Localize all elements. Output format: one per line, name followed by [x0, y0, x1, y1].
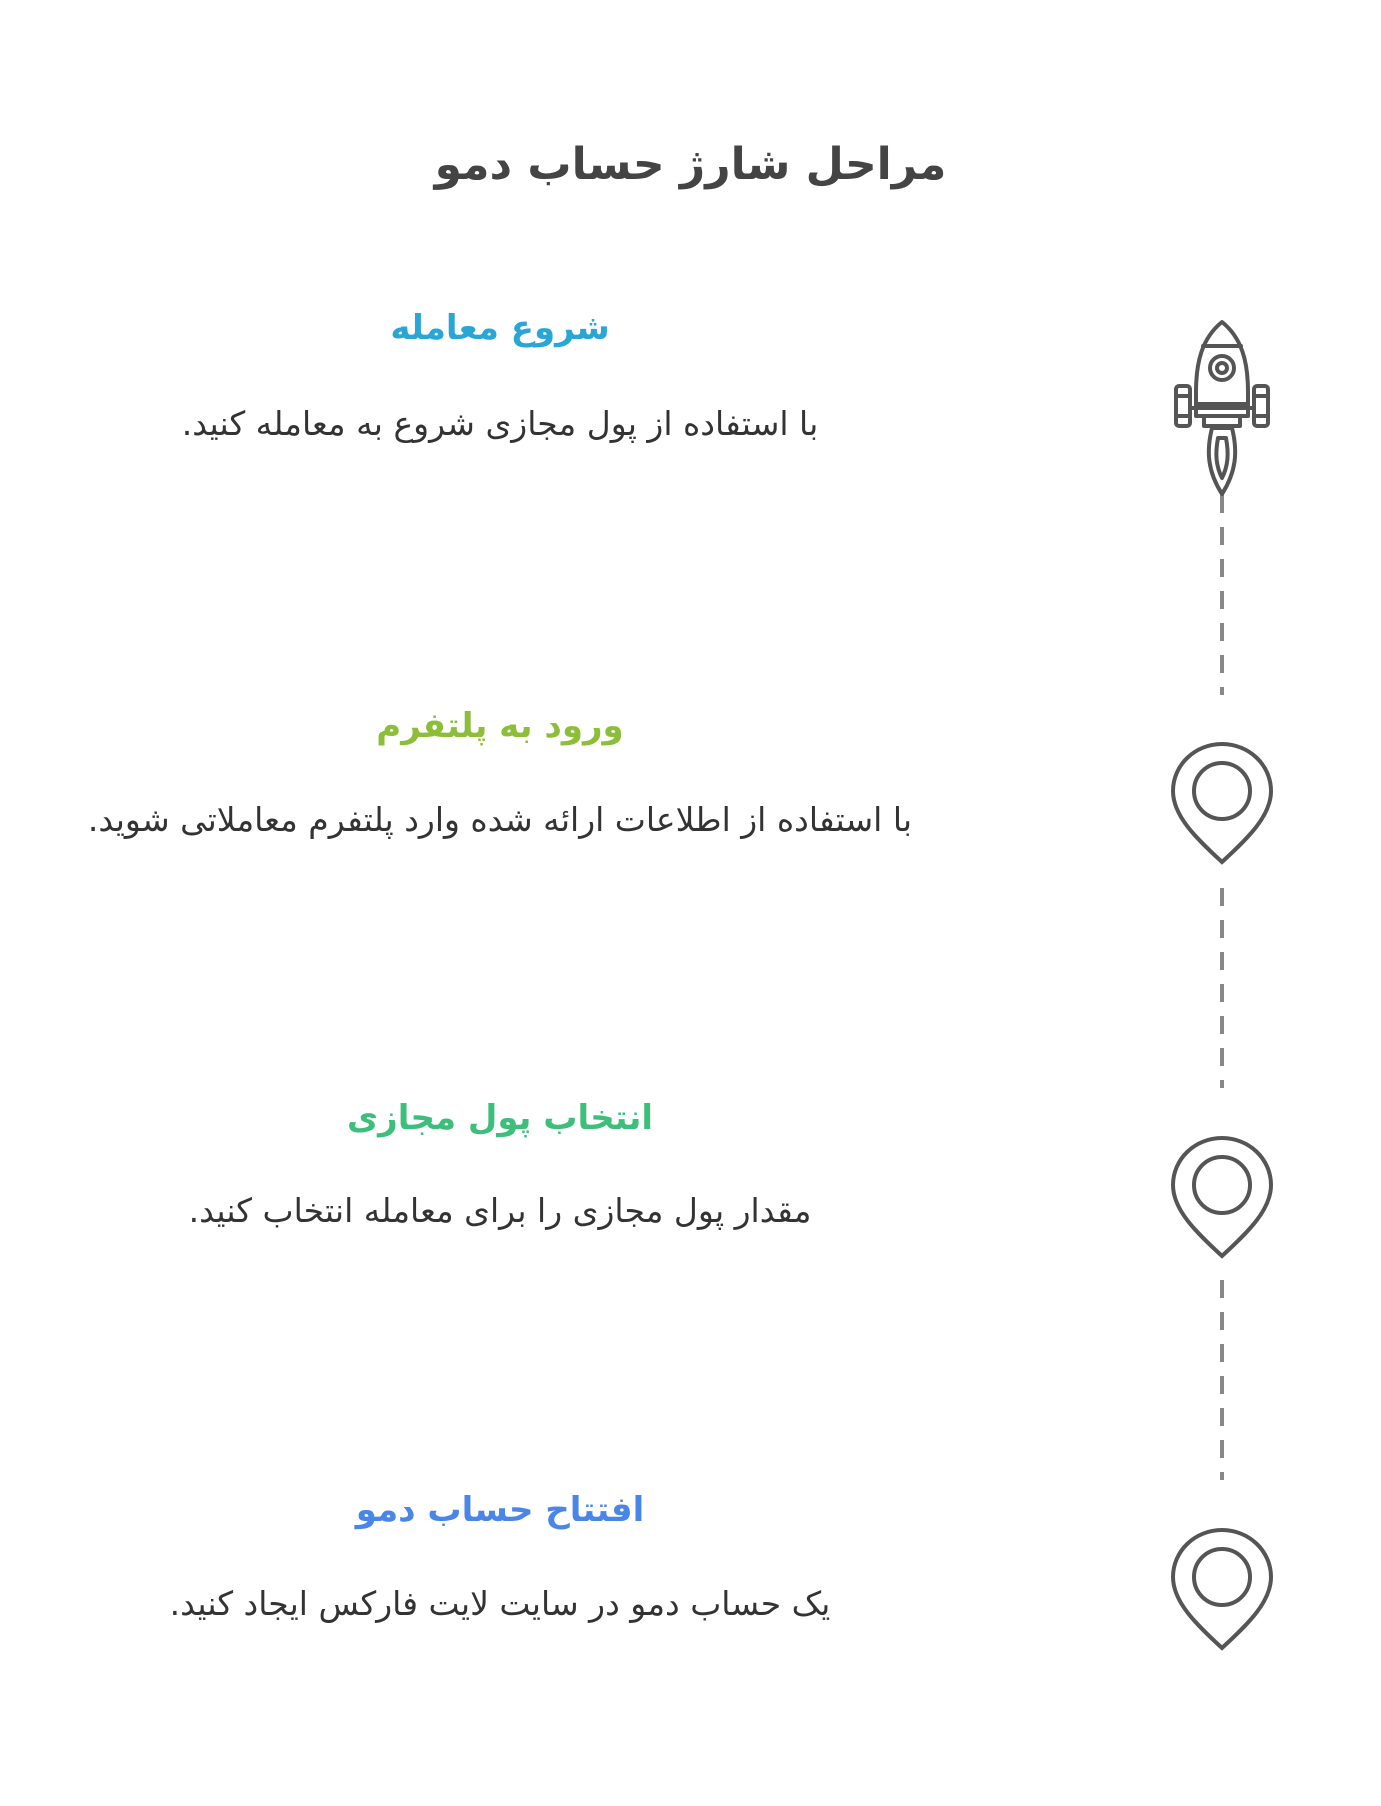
step-4-title: افتتاح حساب دمو: [355, 1490, 645, 1530]
map-pin-icon: [1173, 1530, 1271, 1648]
step-2-title: ورود به پلتفرم: [376, 706, 624, 746]
step-3-title: انتخاب پول مجازی: [346, 1098, 654, 1138]
map-pin-icon: [1173, 1138, 1271, 1256]
step-3-description: مقدار پول مجازی را برای معامله انتخاب کنید.: [188, 1191, 812, 1230]
step-1-title: شروع معامله: [390, 308, 610, 348]
step-4-description: یک حساب دمو در سایت لایت فارکس ایجاد کنید.: [169, 1584, 831, 1623]
rocket-icon: [1176, 322, 1268, 494]
step-2-description: با استفاده از اطلاعات ارائه شده وارد پلتفرم معاملاتی شوید.: [87, 800, 913, 839]
diagram-title: مراحل شارژ حساب دمو: [434, 139, 947, 190]
map-pin-icon: [1173, 744, 1271, 862]
step-1-description: با استفاده از پول مجازی شروع به معامله کنید.: [181, 404, 819, 443]
